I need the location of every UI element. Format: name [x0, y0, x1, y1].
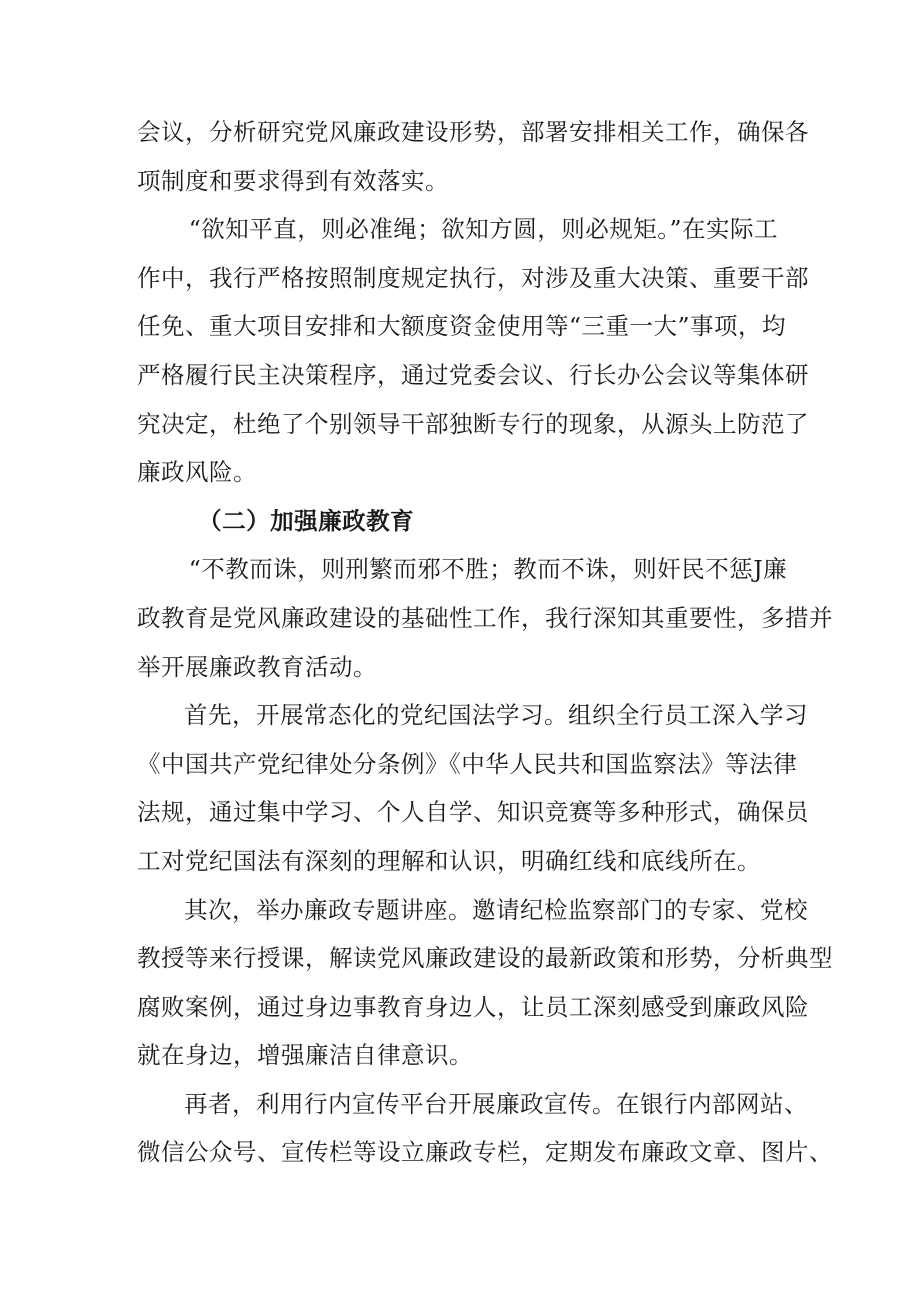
text-line: 就在身边，增强廉洁自律意识。 [137, 1041, 473, 1070]
text-line: 其次，举办廉政专题讲座。邀请纪检监察部门的专家、党校 [184, 895, 808, 924]
text-line: 严格履行民主决策程序，通过党委会议、行长办公会议等集体研 [137, 360, 809, 389]
text-line: 会议，分析研究党风廉政建设形势，部署安排相关工作，确保各 [137, 118, 809, 146]
text-line: 教授等来行授课，解读党风廉政建设的最新政策和形势，分析典型 [137, 944, 833, 973]
text-line: 《中国共产党纪律处分条例》《中华人民共和国监察法》等法律 [137, 749, 798, 778]
text-line: 再者，利用行内宣传平台开展廉政宣传。在银行内部网站、 [184, 1089, 808, 1118]
text-line: “欲知平直，则必准绳；欲知方圆，则必规矩。”在实际工 [188, 215, 778, 244]
paragraph-education-intro [137, 545, 833, 691]
text-line: 首先，开展常态化的党纪国法学习。组织全行员工深入学习 [184, 701, 808, 730]
section-heading [137, 497, 797, 546]
text-line: 法规，通过集中学习、个人自学、知识竞赛等多种形式，确保员 [137, 798, 809, 827]
text-line: 究决定，杜绝了个别领导干部独断专行的现象，从源头上防范了 [137, 409, 809, 438]
text-line: 廉政风险。 [137, 458, 257, 487]
document-body [137, 108, 833, 1177]
heading-text: （二）加强廉政教育 [198, 506, 415, 535]
paragraph-lectures [137, 886, 833, 1080]
text-line: 腐败案例，通过身边事教育身边人，让员工深刻感受到廉政风险 [137, 992, 809, 1021]
text-line: 任免、重大项目安排和大额度资金使用等“三重一大”事项，均 [137, 312, 787, 341]
paragraph-decision-procedure [137, 205, 809, 497]
text-line: 微信公众号、宣传栏等设立廉政专栏，定期发布廉政文章、图片、 [137, 1138, 833, 1167]
text-line: 项制度和要求得到有效落实。 [137, 166, 449, 195]
text-line: “不教而诛，则刑繁而邪不胜；教而不诛，则奸民不惩J廉 [188, 555, 788, 584]
paragraph-publicity [137, 1080, 833, 1177]
paragraph-meeting-continued [137, 108, 809, 205]
paragraph-law-study [137, 691, 809, 885]
text-line: 工对党纪国法有深刻的理解和认识，明确红线和底线所在。 [137, 846, 761, 875]
text-line: 举开展廉政教育活动。 [137, 652, 377, 681]
text-line: 作中，我行严格按照制度规定执行，对涉及重大决策、重要干部 [137, 263, 809, 292]
text-line: 政教育是党风廉政建设的基础性工作，我行深知其重要性，多措并 [137, 603, 833, 632]
